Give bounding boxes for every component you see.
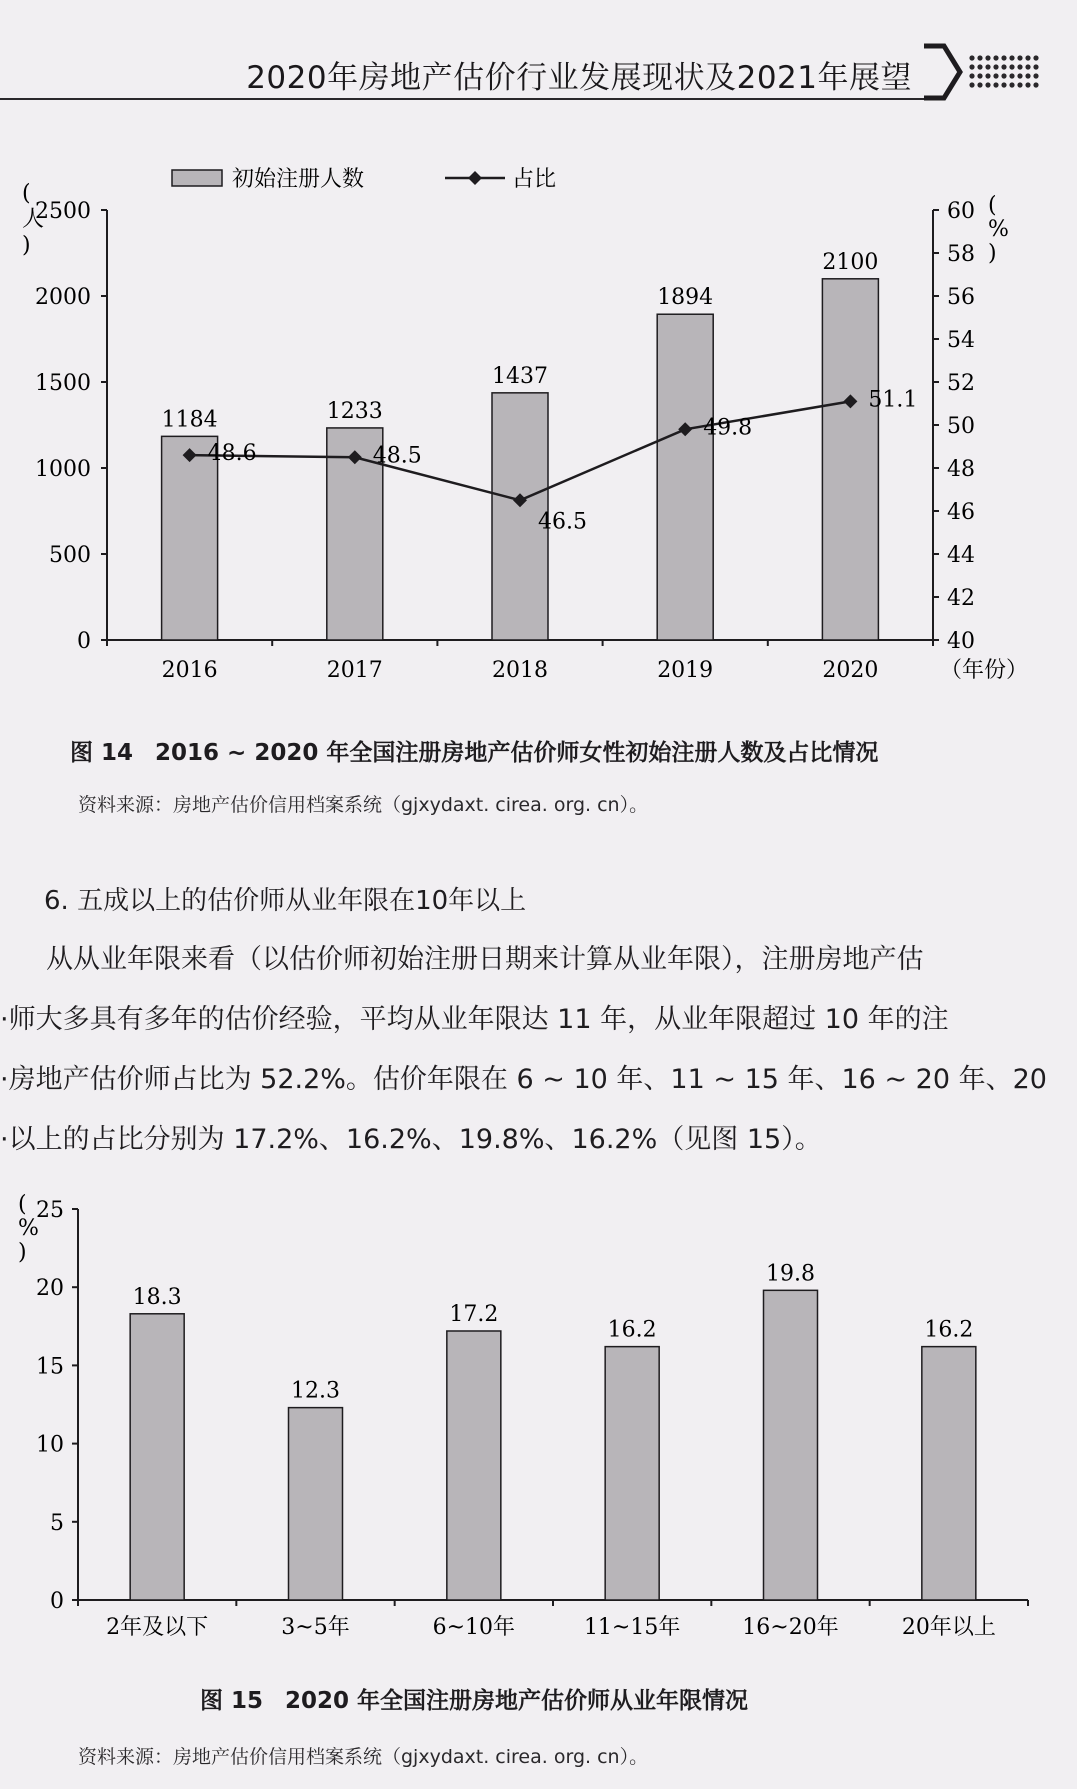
y-tick-label: 15 [36,1354,64,1380]
bar [764,1290,818,1600]
dot-pattern-icon [993,73,998,78]
dot-pattern-icon [1009,64,1014,69]
x-tick-label: 11~15年 [583,1615,681,1640]
bar [822,279,878,640]
y-tick-label: 5 [50,1510,64,1536]
header-rule [0,98,927,100]
y-left-unit: 人 [22,207,45,232]
line-data-label: 51.1 [868,387,918,413]
paragraph-line: ·师大多具有多年的估价经验，平均从业年限达 11 年，从业年限超过 10 年的注 [0,1004,949,1035]
page-header [0,0,1077,120]
y-right-tick-label: 50 [947,414,975,439]
dot-pattern-icon [993,55,998,60]
x-tick-label: 2016 [161,658,218,683]
bar-data-label: 16.2 [607,1317,657,1343]
bar-data-label: 1184 [161,407,218,433]
paragraph-line: 从从业年限来看（以估价师初始注册日期来计算从业年限），注册房地产估 [46,944,924,975]
y-left-tick-label: 0 [77,629,91,654]
y-right-tick-label: 42 [947,586,975,611]
section-heading: 6. 五成以上的估价师从业年限在10年以上 [44,886,527,916]
y-right-tick-label: 52 [947,371,975,396]
line-data-label: 49.8 [703,415,753,441]
figure14-source: 资料来源：房地产估价信用档案系统（gjxydaxt. cirea. org. cn）。 [78,794,649,816]
bar [657,314,713,640]
figure14-caption [70,734,878,767]
dot-pattern-icon [969,64,974,69]
bar-data-label: 18.3 [132,1284,182,1310]
x-tick-label: 2019 [657,658,714,683]
dot-pattern-icon [993,82,998,87]
bar-data-label: 12.3 [291,1378,340,1404]
dot-pattern-icon [1033,73,1038,78]
bar-data-label: 17.2 [449,1301,499,1327]
figure14-caption-number: 图 14 [70,740,134,766]
dot-pattern-icon [977,55,982,60]
bar-data-label: 1233 [326,398,383,424]
dot-pattern-icon [985,55,990,60]
y-unit: % [18,1216,39,1241]
y-left-tick-label: 2500 [35,199,91,224]
dot-pattern-icon [1033,82,1038,87]
dot-pattern-icon [1001,73,1006,78]
dot-pattern-icon [1001,64,1006,69]
chevron-decoration-icon [920,42,1050,102]
bar-data-label: 19.8 [766,1261,815,1287]
dot-pattern-icon [1033,64,1038,69]
line-data-label: 46.5 [538,509,587,535]
dot-pattern-icon [1009,55,1014,60]
line-data-label: 48.6 [207,441,257,467]
bar-data-label: 2100 [822,249,879,275]
x-tick-label: 20年以上 [901,1615,996,1640]
y-unit-close: ) [18,1240,27,1265]
y-left-tick-label: 1000 [35,457,91,482]
y-left-tick-label: 500 [49,543,91,568]
y-right-tick-label: 40 [947,629,975,654]
figure14-chart [0,160,1077,720]
page-title: 2020年房地产估价行业发展现状及2021年展望 [246,60,912,96]
y-right-tick-label: 60 [947,199,975,224]
y-right-tick-label: 58 [947,242,975,267]
legend-line-marker [468,171,482,185]
bar [289,1408,343,1600]
x-tick-label: 6~10年 [432,1615,516,1640]
figure15-source: 资料来源：房地产估价信用档案系统（gjxydaxt. cirea. org. cn）。 [78,1746,649,1768]
legend-bar-label: 初始注册人数 [232,167,365,192]
x-axis-title: （年份） [940,658,1029,683]
bar-data-label: 1894 [657,285,714,311]
dot-pattern-icon [1025,73,1030,78]
dot-pattern-icon [1025,82,1030,87]
x-tick-label: 2年及以下 [106,1615,209,1640]
legend-bar-swatch [172,170,222,186]
y-right-tick-label: 44 [947,543,975,568]
figure15-caption [200,1682,748,1715]
line-data-label: 48.5 [372,443,422,469]
dot-pattern-icon [1017,73,1022,78]
dot-pattern-icon [985,82,990,87]
x-tick-label: 2017 [326,658,383,683]
dot-pattern-icon [1009,82,1014,87]
y-right-tick-label: 56 [947,285,975,310]
y-right-unit-open: ( [988,193,997,218]
dot-pattern-icon [977,73,982,78]
body-paragraph [0,930,1077,1170]
dot-pattern-icon [1017,64,1022,69]
y-left-tick-label: 2000 [35,285,91,310]
bar [162,436,218,640]
x-tick-label: 16~20年 [742,1615,839,1640]
y-left-tick-label: 1500 [35,371,91,396]
dot-pattern-icon [1017,55,1022,60]
dot-pattern-icon [969,82,974,87]
dot-pattern-icon [1033,55,1038,60]
figure15-caption-text: 2020 年全国注册房地产估价师从业年限情况 [285,1688,749,1714]
paragraph-line: ·房地产估价师占比为 52.2%。估价年限在 6 ~ 10 年、11 ~ 15 年、16 ~ 20 年、20 [0,1064,1047,1095]
figure15-caption-number: 图 15 [200,1688,264,1714]
y-tick-label: 25 [36,1198,64,1223]
y-right-unit-close: ) [988,241,997,266]
bar-data-label: 1437 [492,363,548,389]
dot-pattern-icon [1001,55,1006,60]
x-tick-label: 2020 [822,658,879,683]
bar [130,1314,184,1600]
dot-pattern-icon [977,64,982,69]
y-right-tick-label: 54 [947,328,975,353]
x-tick-label: 3~5年 [281,1615,350,1640]
dot-pattern-icon [977,82,982,87]
dot-pattern-icon [1017,82,1022,87]
dot-pattern-icon [969,55,974,60]
y-right-tick-label: 48 [947,457,975,482]
y-right-tick-label: 46 [947,500,975,525]
y-tick-label: 20 [36,1276,64,1302]
y-tick-label: 0 [50,1589,64,1614]
y-tick-label: 10 [36,1432,64,1458]
dot-pattern-icon [1001,82,1006,87]
figure14-caption-text: 2016 ~ 2020 年全国注册房地产估价师女性初始注册人数及占比情况 [155,740,879,766]
dot-pattern-icon [1025,64,1030,69]
bar [447,1331,501,1600]
bar-data-label: 16.2 [924,1317,974,1343]
figure15-chart [0,1185,1077,1645]
dot-pattern-icon [1009,73,1014,78]
y-unit-open: ( [18,1192,27,1217]
legend-line-label: 占比 [512,167,557,192]
dot-pattern-icon [985,64,990,69]
y-left-unit-open: ( [22,181,31,206]
dot-pattern-icon [969,73,974,78]
bar [605,1347,659,1600]
paragraph-line: ·以上的占比分别为 17.2%、16.2%、19.8%、16.2%（见图 15）。 [0,1124,822,1155]
bar [922,1347,976,1600]
dot-pattern-icon [985,73,990,78]
y-right-unit: % [988,217,1009,242]
dot-pattern-icon [993,64,998,69]
x-tick-label: 2018 [492,658,548,683]
dot-pattern-icon [1025,55,1030,60]
y-left-unit-close: ) [22,233,31,258]
